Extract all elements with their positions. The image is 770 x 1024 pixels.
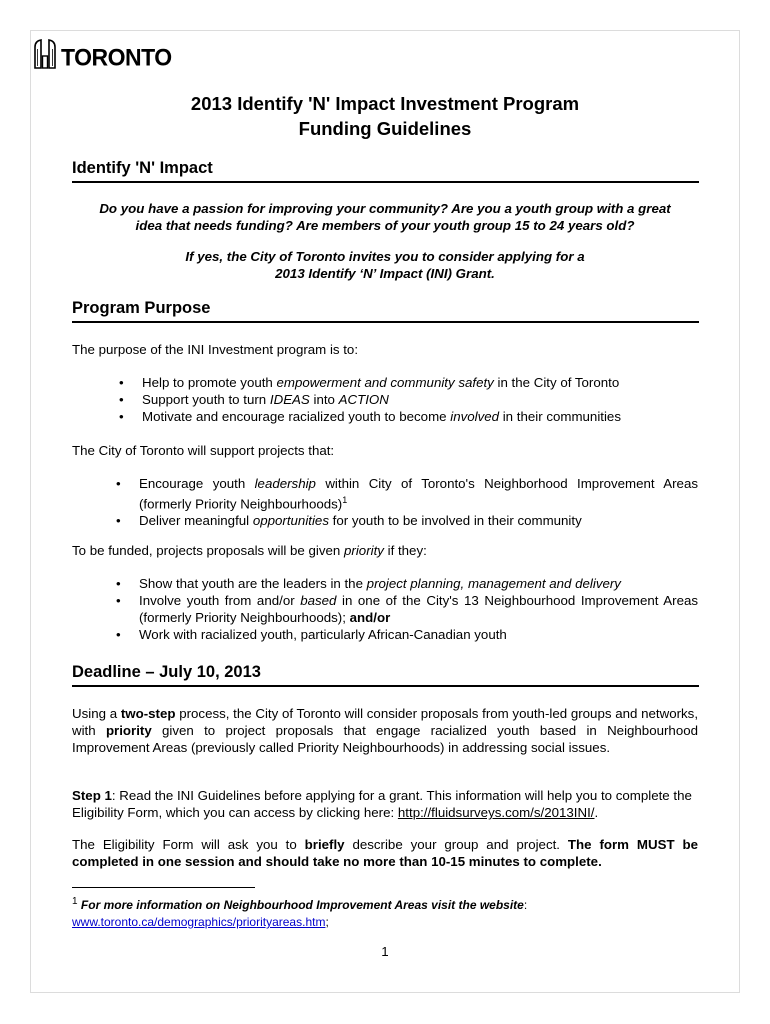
title-line-1: 2013 Identify 'N' Impact Investment Program [190,93,580,114]
deadline-paragraph-2: Step 1: Read the INI Guidelines before applying for a grant. This information will help you to complete the Eligibility Form, which you can access by clicking here: http://fluidsurveys.com/s/2013INI/. [72,788,692,820]
invite-line-1: If yes, the City of Toronto invites you to consider applying for a [185,249,585,264]
deadline-paragraph-3: The Eligibility Form will ask you to briefly describe your group and project. The form MUST be completed in one session and should take no more than 10-15 minutes to complete. [72,837,698,869]
list-item: • Encourage youth leadership within City of Toronto's Neighborhood Improvement Areas (formerly Priority Neighbourhoods)$^1$ [114,475,698,512]
purpose-lead: The purpose of the INI Investment program is to: [72,342,359,357]
support-lead: The City of Toronto will support projects that: [72,443,335,458]
title-line-2: Funding Guidelines [298,118,472,139]
list-item: • Show that youth are the leaders in the project planning, management and delivery [114,575,698,592]
priority-lead: To be funded, projects proposals will be given priority if they: [72,543,427,558]
list-item: • Involve youth from and/or based in one of the City's 13 Neighbourhood Improvement Areas (formerly Priority Neighbourhoods); and/or [114,592,698,626]
intro-question [72,200,698,234]
priority-list [114,575,698,643]
footnote-text: For more information on Neighbourhood Improvement Areas visit the website [80,898,524,912]
page-number: 1 [381,944,389,959]
footnote-mark: 1 [72,896,78,907]
invite-line-2: 2013 Identify ‘N’ Impact (INI) Grant. [275,266,495,281]
invite-text [72,248,698,282]
footnote-separator [72,887,255,888]
toronto-logo [33,39,172,69]
support-list [114,475,698,529]
intro-line-2: idea that needs funding? Are members of your youth group 15 to 24 years old? [135,218,635,233]
footnote-ref: 1 [342,495,348,505]
document-title [0,91,770,141]
purpose-goals-list [117,374,697,425]
footnote: $^1$ For more information on Neighbourhood Improvement Areas visit the website: www.toronto.ca/demographics/priorityareas.htm; [72,896,528,929]
list-item: • Work with racialized youth, particularly African-Canadian youth [114,626,698,643]
logo-wordmark: TORONTO [61,43,172,71]
eligibility-form-link[interactable]: http://fluidsurveys.com/s/2013INI/ [397,805,595,820]
priority-areas-link[interactable]: www.toronto.ca/demographics/priorityareas.htm [72,915,326,929]
intro-line-1: Do you have a passion for improving your community? Are you a youth group with a great [99,201,671,216]
heading-program-purpose: Program Purpose [72,299,699,323]
list-item: • Deliver meaningful opportunities for youth to be involved in their community [114,512,698,529]
city-hall-icon [33,39,57,69]
list-item: • Motivate and encourage racialized youth to become involved in their communities [117,408,697,425]
list-item: • Support youth to turn IDEAS into ACTION [117,391,697,408]
heading-identify-n-impact: Identify 'N' Impact [72,159,699,183]
deadline-paragraph-1: Using a two-step process, the City of Toronto will consider proposals from youth-led groups and networks, with priority given to project proposals that engage racialized youth based in Neighbourhood Improvement Areas (previously called Priority Neighbourhoods) in addressing social issues. [72,706,699,755]
heading-deadline: Deadline – July 10, 2013 [72,663,699,687]
list-item: • Help to promote youth empowerment and community safety in the City of Toronto [117,374,697,391]
